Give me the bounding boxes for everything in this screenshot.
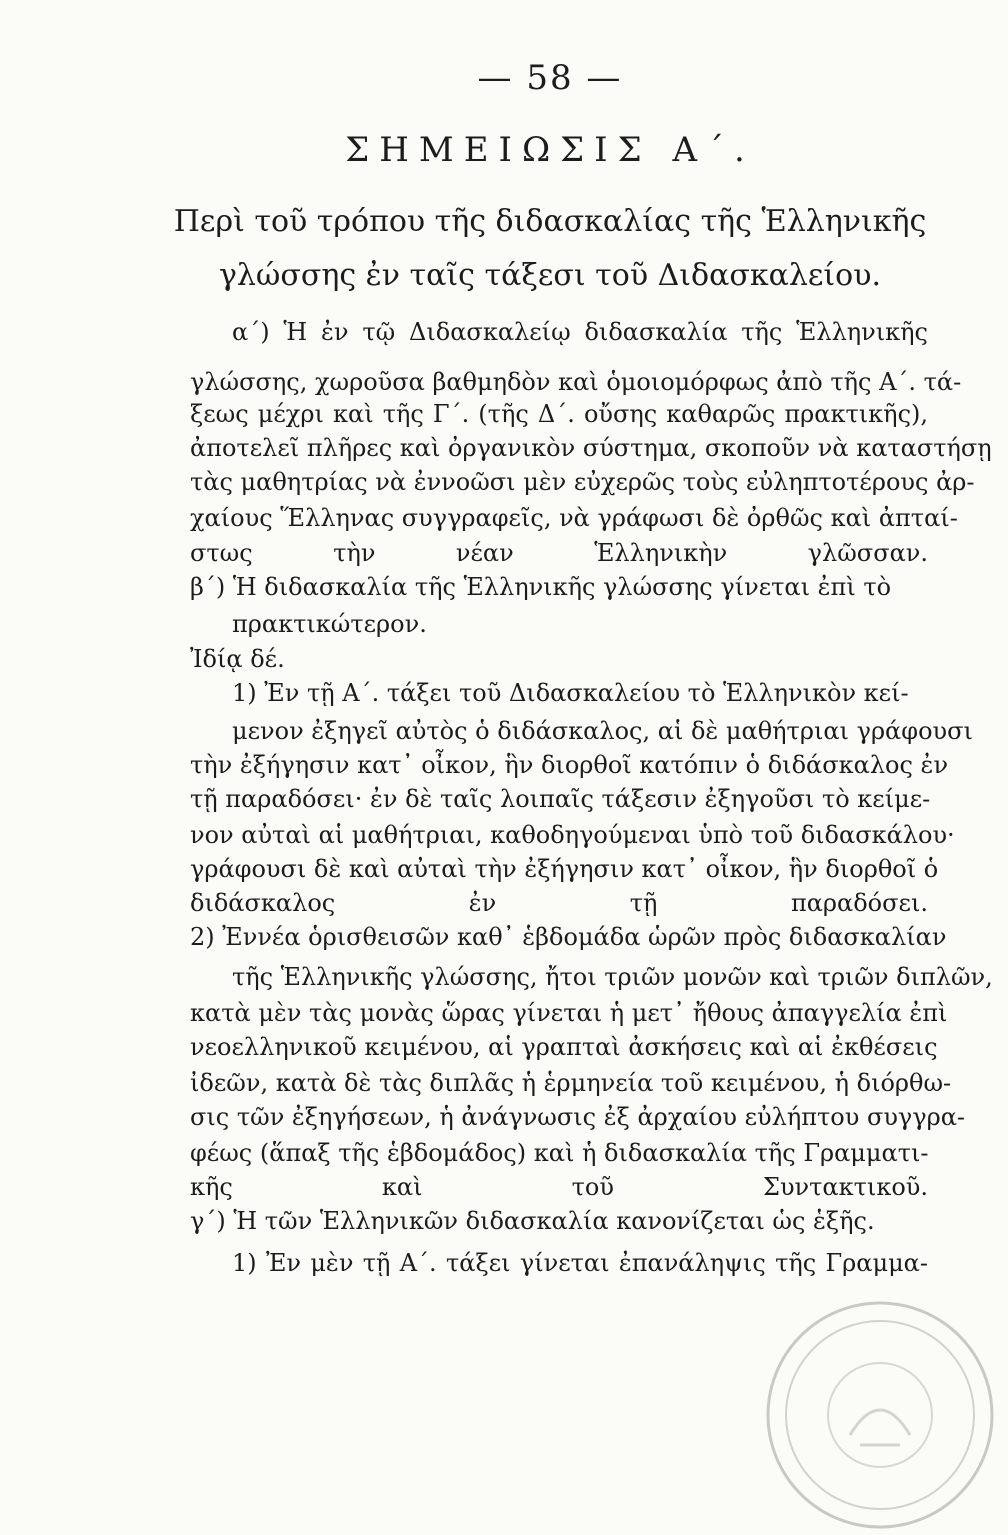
- text-line: ἀποτελεῖ πλῆρες καὶ ὀργανικὸν σύστημα, σκοποῦν νὰ καταστήσῃ: [190, 434, 992, 462]
- text-line: β΄) Ἡ διδασκαλία τῆς Ἑλληνικῆς γλώσσης γίνεται ἐπὶ τὸ: [190, 573, 892, 601]
- text-line: γλώσσης, χωροῦσα βαθμηδὸν καὶ ὁμοιομόρφως ἀπὸ τῆς Α΄. τά-: [190, 368, 962, 396]
- text-line: κῆς καὶ τοῦ Συντακτικοῦ.: [190, 1173, 928, 1201]
- text-line: γράφουσι δὲ καὶ αὐταὶ τὴν ἐξήγησιν κατ᾽ οἶκον, ἣν διορθοῖ ὁ: [190, 855, 939, 883]
- text-line: γ΄) Ἡ τῶν Ἑλληνικῶν διδασκαλία κανονίζεται ὡς ἑξῆς.: [190, 1207, 875, 1235]
- library-stamp-seal: [760, 1295, 1000, 1535]
- text-line: νον αὐταὶ αἱ μαθήτριαι, καθοδηγούμεναι ὑπὸ τοῦ διδασκάλου·: [190, 821, 955, 849]
- text-line: χαίους Ἕλληνας συγγραφεῖς, νὰ γράφωσι δὲ ὀρθῶς καὶ ἀπταί-: [190, 504, 958, 532]
- text-line: διδάσκαλος ἐν τῇ παραδόσει.: [190, 889, 928, 917]
- text-line: α΄) Ἡ ἐν τῷ Διδασκαλείῳ διδασκαλία τῆς Ἑλληνικῆς: [232, 318, 928, 346]
- text-line: ἰδεῶν, κατὰ δὲ τὰς διπλᾶς ἡ ἑρμηνεία τοῦ κειμένου, ἡ διόρθω-: [190, 1069, 952, 1097]
- text-line: πρακτικώτερον.: [232, 610, 427, 638]
- text-line: μενον ἐξηγεῖ αὐτὸς ὁ διδάσκαλος, αἱ δὲ μαθήτριαι γράφουσι: [232, 717, 973, 745]
- subtitle-line-1: Περὶ τοῦ τρόπου τῆς διδασκαλίας τῆς Ἑλληνικῆς: [173, 204, 927, 239]
- subtitle-line-2: γλώσσης ἐν ταῖς τάξεσι τοῦ Διδασκαλείου.: [218, 258, 882, 293]
- text-line: τὴν ἐξήγησιν κατ᾽ οἶκον, ἣν διορθοῖ κατόπιν ὁ διδάσκαλος ἐν: [190, 751, 949, 779]
- text-line: στως τὴν νέαν Ἑλληνικὴν γλῶσσαν.: [190, 539, 928, 567]
- text-line: τῇ παραδόσει· ἐν δὲ ταῖς λοιπαῖς τάξεσιν ἐξηγοῦσι τὸ κείμε-: [190, 785, 931, 813]
- page-number: — 58 —: [477, 58, 623, 98]
- text-line: τῆς Ἑλληνικῆς γλώσσης, ἤτοι τριῶν μονῶν καὶ τριῶν διπλῶν,: [232, 963, 993, 991]
- text-line: νεοελληνικοῦ κειμένου, αἱ γραπταὶ ἀσκήσεις καὶ αἱ ἐκθέσεις: [190, 1033, 938, 1061]
- text-line: φέως (ἅπαξ τῆς ἑβδομάδος) καὶ ἡ διδασκαλία τῆς Γραμματι-: [190, 1139, 929, 1167]
- text-line: 1) Ἐν τῇ Α΄. τάξει τοῦ Διδασκαλείου τὸ Ἑλληνικὸν κεί-: [232, 679, 909, 707]
- section-title: ΣΗΜΕΙΩΣΙΣ Α΄.: [345, 130, 755, 170]
- text-line: Ἰδίᾳ δέ.: [190, 645, 285, 673]
- text-line: κατὰ μὲν τὰς μονὰς ὥρας γίνεται ἡ μετ᾽ ἤθους ἀπαγγελία ἐπὶ: [190, 999, 948, 1027]
- text-line: 2) Ἐννέα ὁρισθεισῶν καθ᾽ ἑβδομάδα ὡρῶν πρὸς διδασκαλίαν: [190, 923, 947, 951]
- text-line: σις τῶν ἐξηγήσεων, ἡ ἀνάγνωσις ἐξ ἀρχαίου εὐλήπτου συγγρα-: [190, 1103, 966, 1131]
- text-line: ξεως μέχρι καὶ τῆς Γ΄. (τῆς Δ΄. οὔσης καθαρῶς πρακτικῆς),: [190, 400, 928, 428]
- text-line: 1) Ἐν μὲν τῇ Α΄. τάξει γίνεται ἐπανάληψις τῆς Γραμμα-: [232, 1249, 928, 1277]
- text-line: τὰς μαθητρίας νὰ ἐννοῶσι μὲν εὐχερῶς τοὺς εὐληπτοτέρους ἀρ-: [190, 468, 975, 496]
